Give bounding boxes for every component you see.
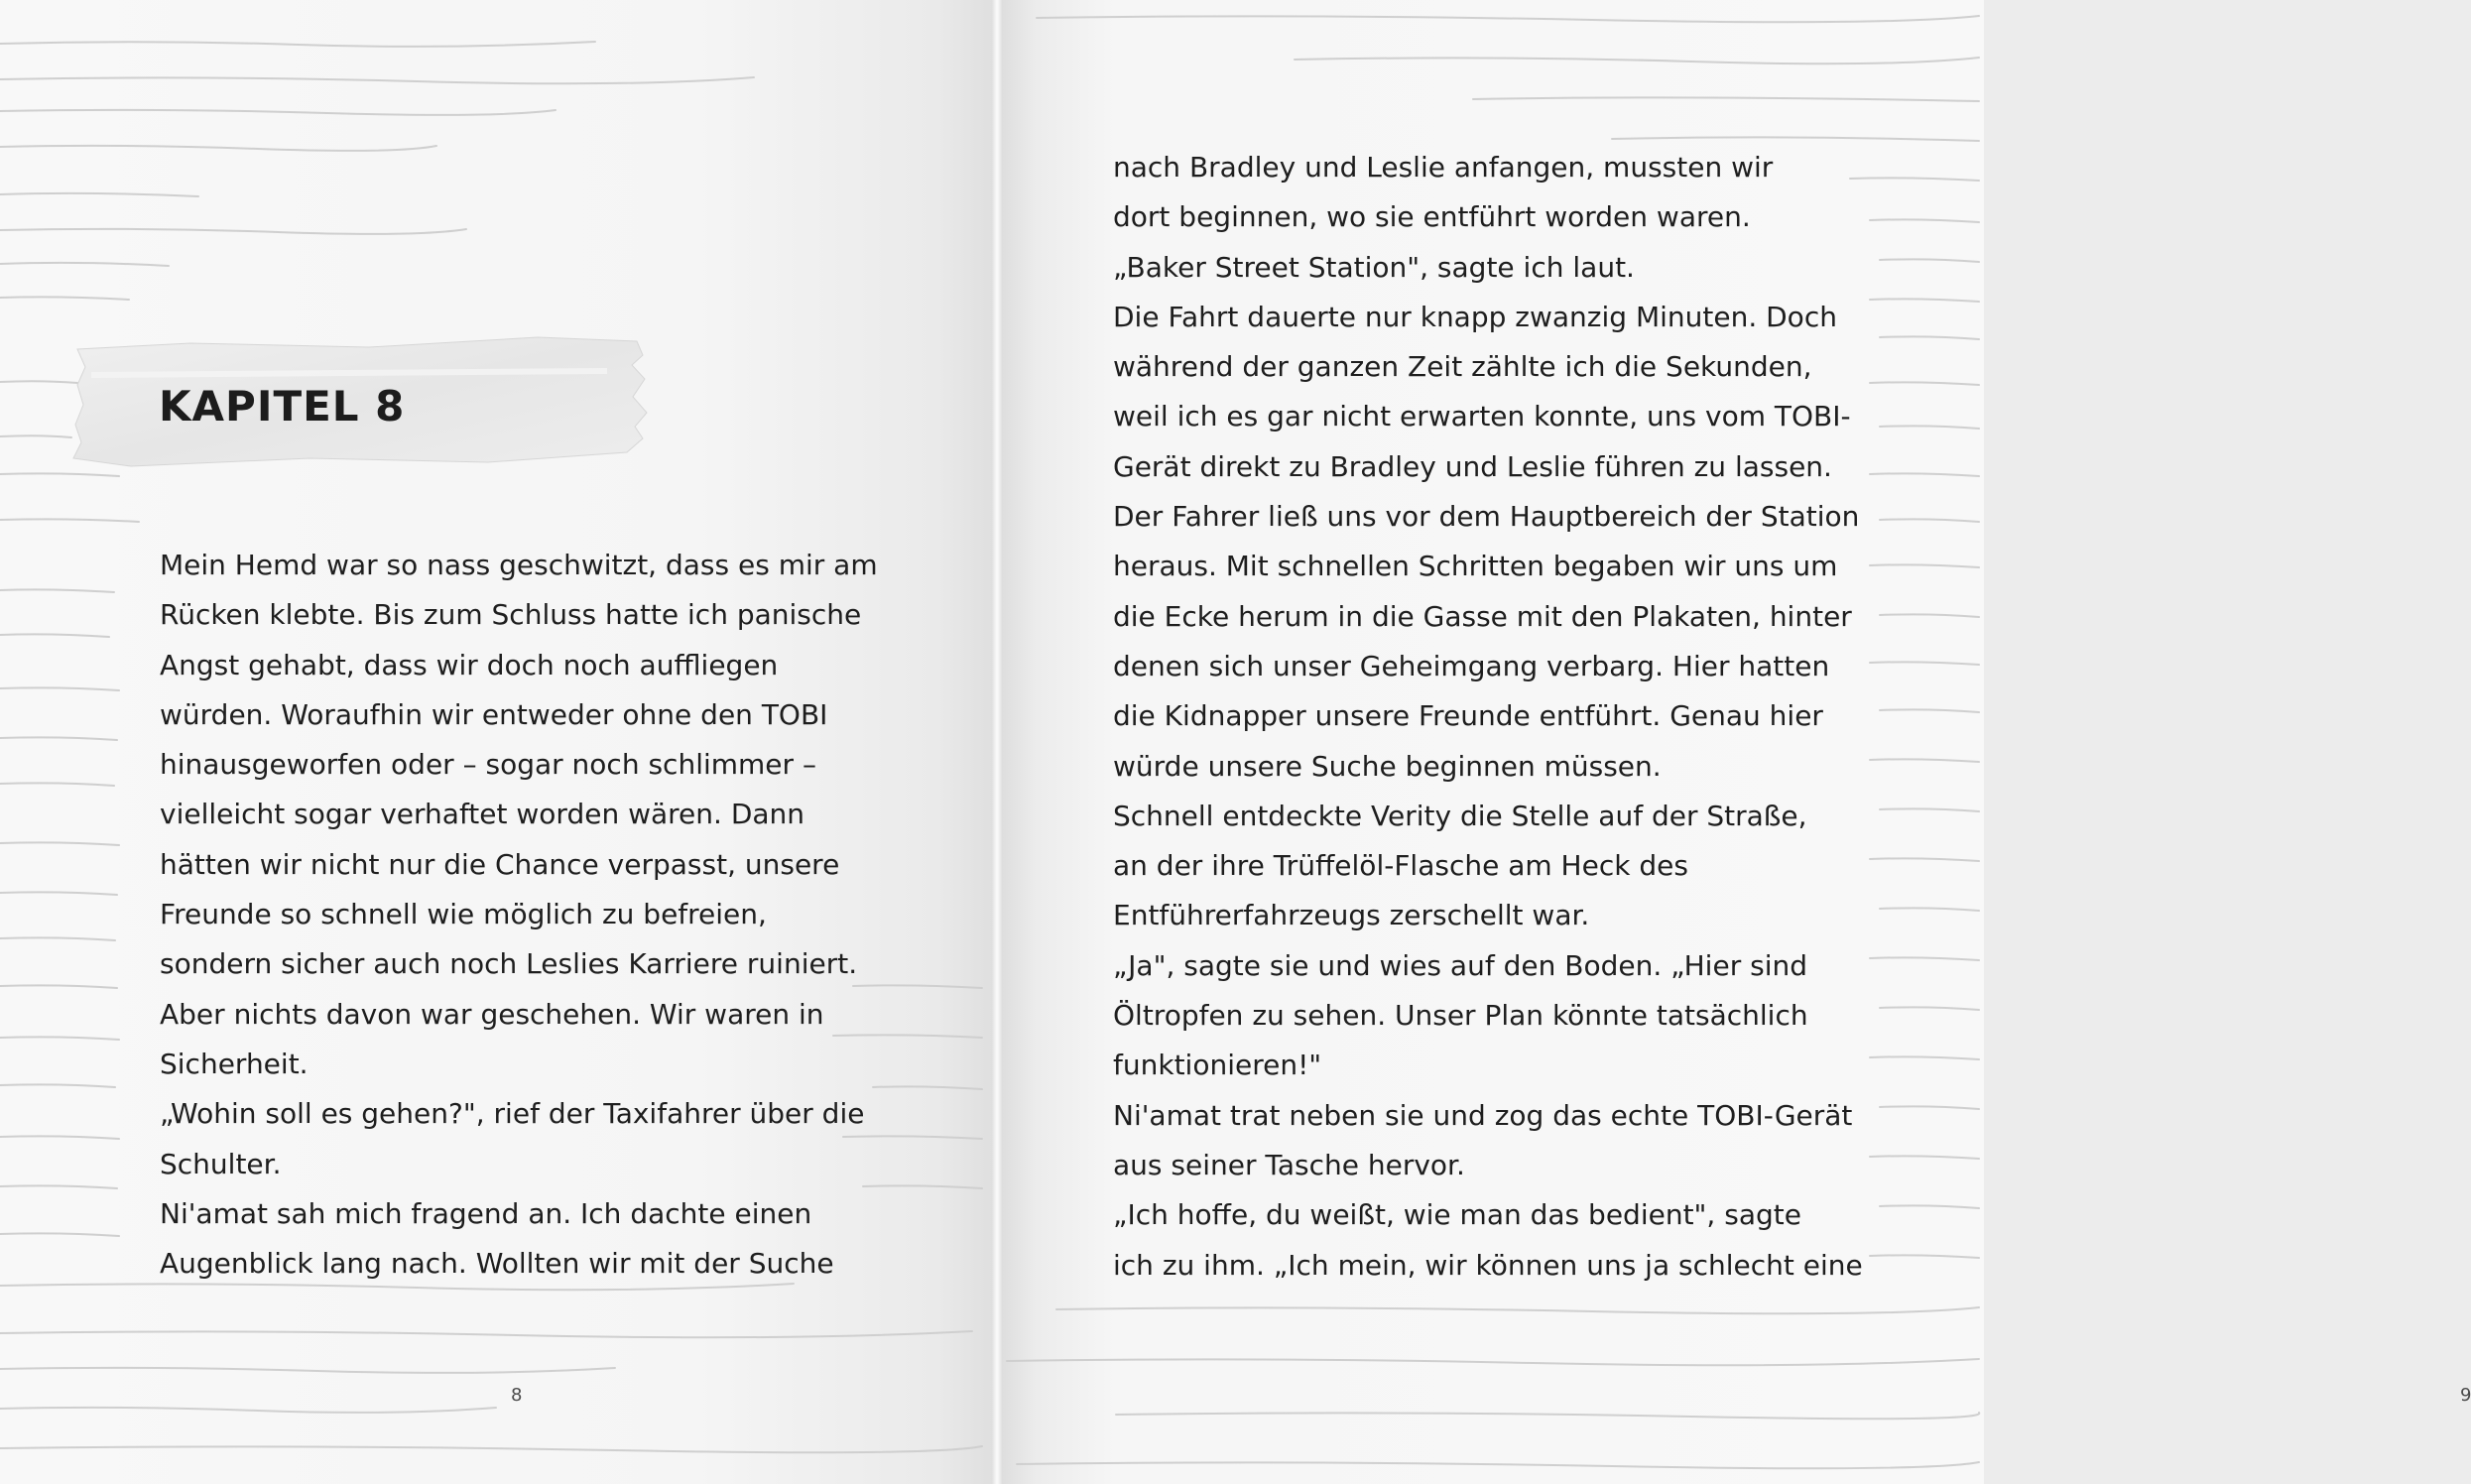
left-page <box>0 0 997 1484</box>
text-line: denen sich unser Geheimgang verbarg. Hier hatten <box>1113 649 1830 682</box>
text-line: „Baker Street Station", sagte ich laut. <box>1113 250 1635 284</box>
text-line: die Ecke herum in die Gasse mit den Plakaten, hinter <box>1113 599 1852 633</box>
text-line: funktionieren!" <box>1113 1049 1322 1082</box>
text-line: heraus. Mit schnellen Schritten begaben wir uns um <box>1113 550 1838 583</box>
text-line: Schulter. <box>160 1147 282 1180</box>
text-line: aus seiner Tasche hervor. <box>1113 1148 1465 1181</box>
chapter-title: KAPITEL 8 <box>159 382 406 431</box>
text-line: Aber nichts davon war geschehen. Wir waren in <box>160 997 824 1031</box>
text-line: an der ihre Trüffelöl-Flasche am Heck des <box>1113 849 1688 883</box>
text-line: Ni'amat trat neben sie und zog das echte TOBI-Gerät <box>1113 1098 1853 1132</box>
text-line: während der ganzen Zeit zählte ich die Sekunden, <box>1113 350 1812 384</box>
text-line: würde unsere Suche beginnen müssen. <box>1113 749 1662 783</box>
text-line: weil ich es gar nicht erwarten konnte, uns vom TOBI- <box>1113 400 1851 433</box>
text-line: dort beginnen, wo sie entführt worden waren. <box>1113 200 1751 234</box>
text-line: „Ich hoffe, du weißt, wie man das bedient", sagte <box>1113 1198 1801 1232</box>
text-line: Schnell entdeckte Verity die Stelle auf der Straße, <box>1113 799 1807 832</box>
text-line: ich zu ihm. „Ich mein, wir können uns ja schlecht eine <box>1113 1248 1863 1282</box>
text-line: Die Fahrt dauerte nur knapp zwanzig Minuten. Doch <box>1113 300 1837 333</box>
text-line: die Kidnapper unsere Freunde entführt. Genau hier <box>1113 699 1823 733</box>
text-line: hätten wir nicht nur die Chance verpasst, unsere <box>160 847 840 881</box>
text-line: Angst gehabt, dass wir doch noch auffliegen <box>160 648 779 681</box>
text-line: Augenblick lang nach. Wollten wir mit der Suche <box>160 1247 834 1281</box>
text-line: Entführerfahrzeugs zerschellt war. <box>1113 899 1590 932</box>
text-line: Gerät direkt zu Bradley und Leslie führen zu lassen. <box>1113 449 1832 483</box>
text-line: Rücken klebte. Bis zum Schluss hatte ich panische <box>160 598 862 632</box>
left-page-text <box>160 541 914 1289</box>
text-line: Freunde so schnell wie möglich zu befreien, <box>160 898 767 931</box>
text-line: Sicherheit. <box>160 1047 309 1080</box>
text-line: „Wohin soll es gehen?", rief der Taxifahrer über die <box>160 1097 865 1131</box>
text-line: nach Bradley und Leslie anfangen, mussten wir <box>1113 151 1774 184</box>
text-line: vielleicht sogar verhaftet worden wären. Dann <box>160 798 805 831</box>
text-line: hinausgeworfen oder – sogar noch schlimmer – <box>160 748 816 782</box>
page-number: 9 <box>2460 1385 2471 1406</box>
text-line: würden. Woraufhin wir entweder ohne den TOBI <box>160 697 828 731</box>
page-number: 8 <box>511 1385 523 1406</box>
text-line: sondern sicher auch noch Leslies Karriere ruiniert. <box>160 947 858 981</box>
text-line: Der Fahrer ließ uns vor dem Hauptbereich der Station <box>1113 500 1860 534</box>
text-line: „Ja", sagte sie und wies auf den Boden. „Hier sind <box>1113 948 1807 982</box>
book-gutter <box>992 0 1002 1484</box>
text-line: Ni'amat sah mich fragend an. Ich dachte einen <box>160 1196 812 1230</box>
right-page-text <box>1113 143 1867 1291</box>
text-line: Mein Hemd war so nass geschwitzt, dass es mir am <box>160 549 878 581</box>
text-line: Öltropfen zu sehen. Unser Plan könnte tatsächlich <box>1113 999 1808 1033</box>
